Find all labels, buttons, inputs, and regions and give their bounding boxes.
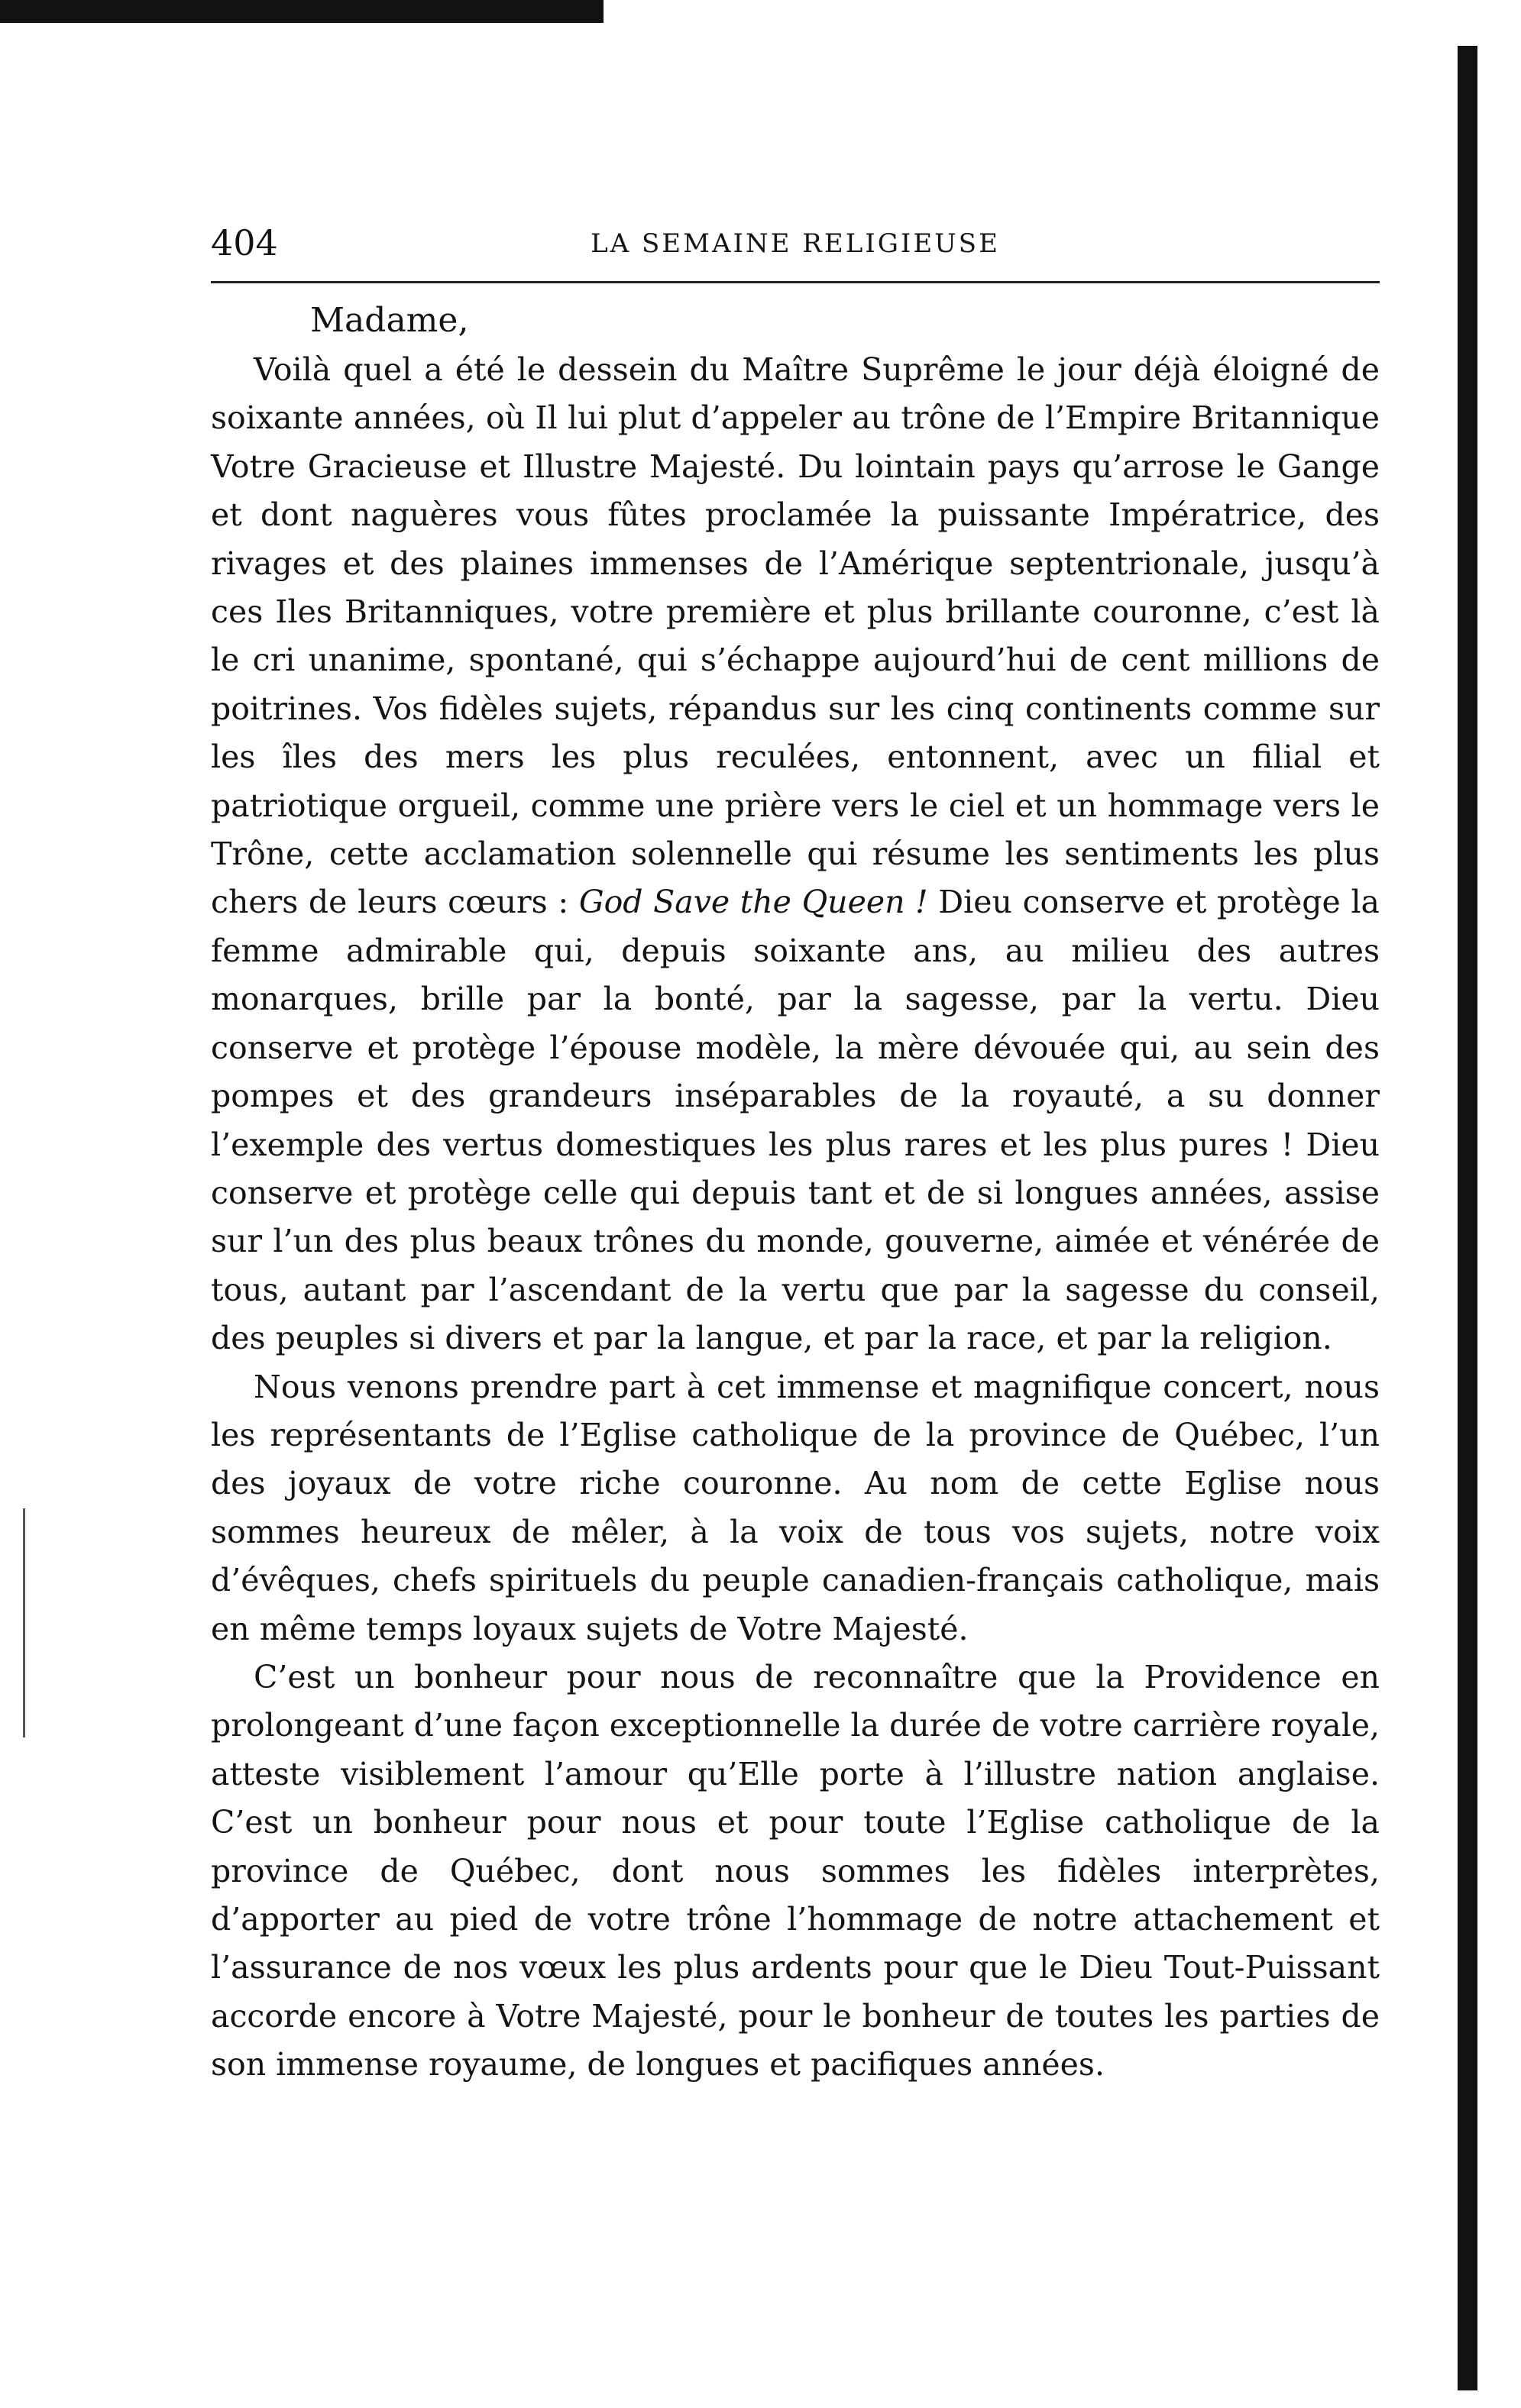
scan-edge-top — [0, 0, 604, 23]
paragraph-1 — [211, 346, 1380, 1363]
header-rule — [211, 281, 1380, 283]
paragraph-1-italic: God Save the Queen ! — [578, 884, 928, 921]
page-number: 404 — [211, 222, 278, 263]
paragraph-1-text-before: Voilà quel a été le dessein du Maître Suprême le jour déjà éloigné de soixante années, où Il lui plut d’appeler au trône de l’Empire Britannique Votre Gracieuse et Illustre Majesté. Du lointain pays qu’arrose le Gange et dont naguères vous fûtes proclamée la puissante Impératrice, des rivages et des plaines immenses de l’Amérique septentrionale, jusqu’à ces Iles Britanniques, votre première et plus brillante couronne, c’est là le cri unanime, spontané, qui s’échappe aujourd’hui de cent millions de poitrines. Vos fidèles sujets, répandus sur les cinq continents comme sur les îles des mers les plus reculées, entonnent, avec un filial et patriotique orgueil, comme une prière vers le ciel et un hommage vers le Trône, cette acclamation solennelle qui résume les sentiments les plus chers de leurs cœurs : — [211, 351, 1380, 921]
margin-mark — [23, 1508, 25, 1737]
scan-edge-right — [1458, 46, 1477, 2390]
running-title: LA SEMAINE RELIGIEUSE — [591, 228, 1000, 259]
paragraph-1-text-after: Dieu conserve et protège la femme admirable qui, depuis soixante ans, au milieu des autres monarques, brille par la bonté, par la sagesse, par la vertu. Dieu conserve et protège l’épouse modèle, la mère dévouée qui, au sein des pompes et des grandeurs inséparables de la royauté, a su donner l’exemple des vertus domestiques les plus rares et les plus pures ! Dieu conserve et protège celle qui depuis tant et de si longues années, assise sur l’un des plus beaux trônes du monde, gouverne, aimée et vénérée de tous, autant par l’ascendant de la vertu que par la sagesse du conseil, des peuples si divers et par la langue, et par la race, et par la religion. — [211, 884, 1380, 1357]
book-page — [211, 221, 1380, 2090]
paragraph-2: Nous venons prendre part à cet immense et magnifique concert, nous les représentants de l’Eglise catholique de la province de Québec, l’un des joyaux de votre riche couronne. Au nom de cette Eglise nous sommes heureux de mêler, à la voix de tous vos sujets, notre voix d’évêques, chefs spirituels du peuple canadien-français catholique, mais en même temps loyaux sujets de Votre Majesté. — [211, 1368, 1380, 1647]
paragraph-3: C’est un bonheur pour nous de reconnaître que la Providence en prolongeant d’une façon exceptionnelle la durée de votre carrière royale, atteste visiblement l’amour qu’Elle porte à l’illustre nation anglaise. C’est un bonheur pour nous et pour toute l’Eglise catholique de la province de Québec, dont nous sommes les fidèles interprètes, d’apporter au pied de votre trône l’hommage de notre attachement et l’assurance de nos vœux les plus ardents pour que le Dieu Tout-Puissant accorde encore à Votre Majesté, pour le bonheur de toutes les parties de son immense royaume, de longues et pacifiques années. — [211, 1658, 1380, 2083]
letter-body — [211, 346, 1380, 2090]
salutation: Madame, — [310, 301, 469, 340]
page-header — [211, 221, 1380, 275]
